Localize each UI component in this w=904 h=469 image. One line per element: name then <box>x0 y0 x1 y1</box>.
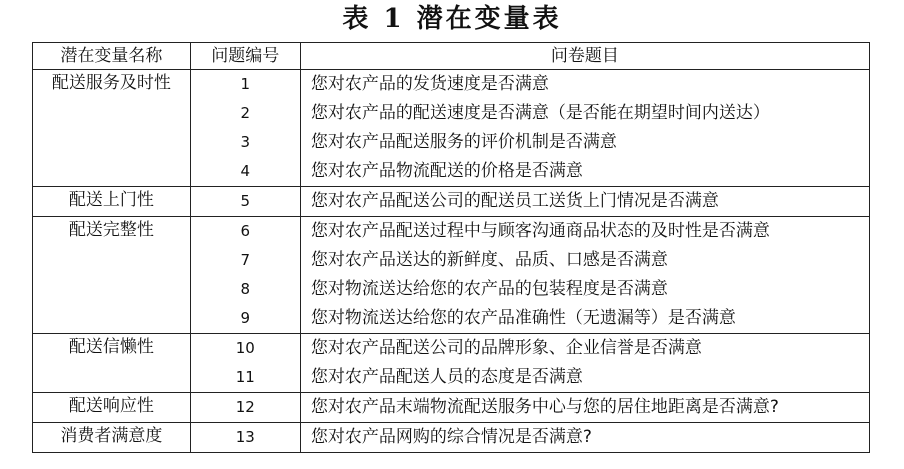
question-text: 您对农产品配送公司的配送员工送货上门情况是否满意 <box>300 187 869 217</box>
question-number: 13 <box>190 423 300 453</box>
variable-name: 配送响应性 <box>68 396 154 416</box>
question-number: 1 <box>190 70 300 100</box>
variable-name-cell <box>33 393 191 423</box>
variable-name: 配送服务及时性 <box>51 73 171 93</box>
table-row <box>33 334 870 364</box>
question-number: 4 <box>190 157 300 187</box>
question-number: 5 <box>190 187 300 217</box>
table-title: 表 1 潜在变量表 <box>342 4 562 34</box>
question-number: 3 <box>190 128 300 157</box>
header-number: 问题编号 <box>190 43 300 70</box>
variable-name: 配送上门性 <box>68 190 154 210</box>
question-number: 9 <box>190 304 300 334</box>
header-variable: 潜在变量名称 <box>33 43 191 70</box>
question-text: 您对农产品的发货速度是否满意 <box>300 70 869 100</box>
variable-name-cell <box>33 423 191 453</box>
question-number: 6 <box>190 217 300 247</box>
question-text: 您对物流送达给您的农产品准确性（无遗漏等）是否满意 <box>300 304 869 334</box>
question-text: 您对农产品网购的综合情况是否满意? <box>300 423 869 453</box>
question-text: 您对农产品配送过程中与顾客沟通商品状态的及时性是否满意 <box>300 217 869 247</box>
header-question: 问卷题目 <box>300 43 869 70</box>
question-text: 您对农产品送达的新鲜度、品质、口感是否满意 <box>300 246 869 275</box>
header-row <box>33 43 870 70</box>
question-text: 您对农产品物流配送的价格是否满意 <box>300 157 869 187</box>
table-row <box>33 217 870 247</box>
variable-name-cell <box>33 187 191 217</box>
table-row <box>33 423 870 453</box>
question-text: 您对农产品的配送速度是否满意（是否能在期望时间内送达） <box>300 99 869 128</box>
variable-name-cell <box>33 217 191 334</box>
question-number: 11 <box>190 363 300 393</box>
question-text: 您对物流送达给您的农产品的包装程度是否满意 <box>300 275 869 304</box>
question-number: 10 <box>190 334 300 364</box>
question-number: 7 <box>190 246 300 275</box>
question-text: 您对农产品配送人员的态度是否满意 <box>300 363 869 393</box>
latent-variable-table <box>32 42 870 453</box>
question-number: 2 <box>190 99 300 128</box>
question-number: 12 <box>190 393 300 423</box>
variable-name: 配送完整性 <box>68 220 154 240</box>
question-number: 8 <box>190 275 300 304</box>
table-row <box>33 393 870 423</box>
table-body <box>33 70 870 453</box>
table-row <box>33 70 870 100</box>
variable-name: 消费者满意度 <box>60 426 163 446</box>
variable-name: 配送信懒性 <box>68 337 154 357</box>
table-row <box>33 187 870 217</box>
variable-name-cell <box>33 334 191 393</box>
question-text: 您对农产品配送公司的品牌形象、企业信誉是否满意 <box>300 334 869 364</box>
variable-name-cell <box>33 70 191 187</box>
question-text: 您对农产品末端物流配送服务中心与您的居住地距离是否满意? <box>300 393 869 423</box>
question-text: 您对农产品配送服务的评价机制是否满意 <box>300 128 869 157</box>
